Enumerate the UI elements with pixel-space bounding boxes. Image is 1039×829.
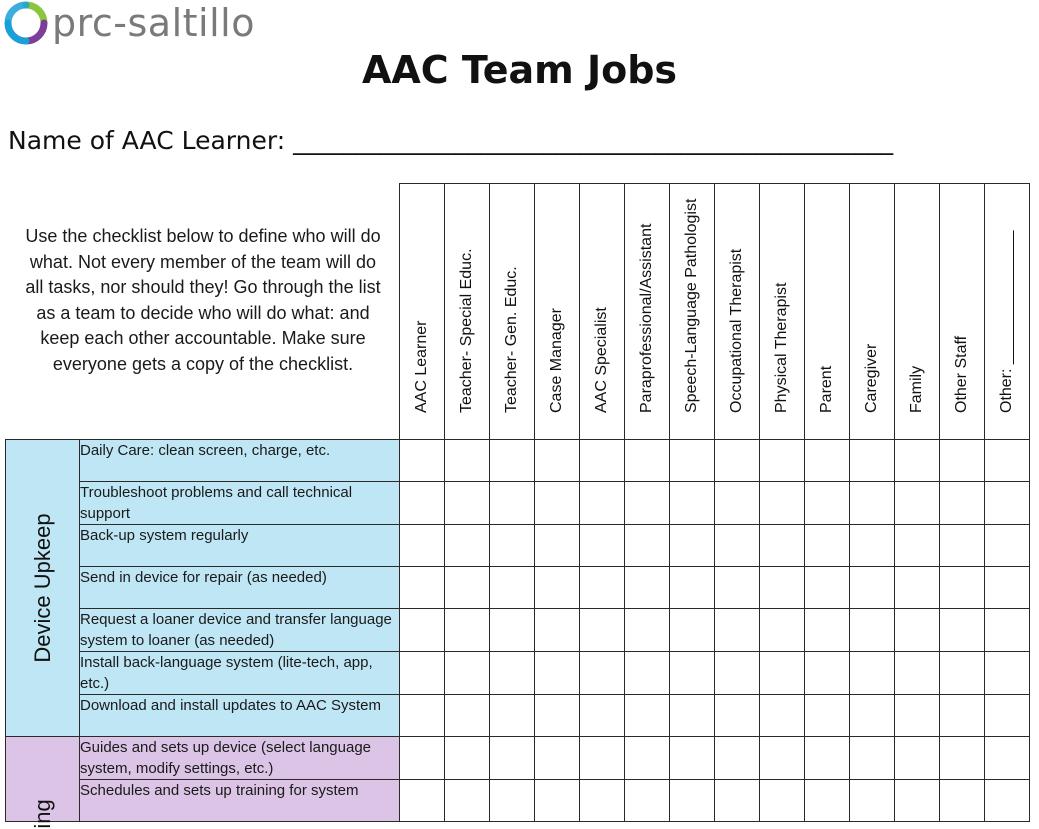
assignment-checkbox[interactable] xyxy=(850,780,895,822)
assignment-checkbox[interactable] xyxy=(400,695,445,737)
task-label: Send in device for repair (as needed) xyxy=(80,567,400,609)
intro-text: Use the checklist below to define who will do what. Not every member of the team will do all tasks, nor should they! Go through the list as a team to decide who will do what: and keep each other accountable. Make sure everyone gets a copy of the checklist. xyxy=(25,226,381,374)
assignment-checkbox[interactable] xyxy=(625,609,670,652)
role-label: AAC Specialist xyxy=(593,307,610,413)
assignment-checkbox[interactable] xyxy=(445,567,490,609)
role-header xyxy=(670,184,715,440)
assignment-checkbox[interactable] xyxy=(445,652,490,695)
assignment-checkbox[interactable] xyxy=(670,567,715,609)
assignment-checkbox[interactable] xyxy=(895,567,940,609)
assignment-checkbox[interactable] xyxy=(400,440,445,482)
assignment-checkbox[interactable] xyxy=(760,609,805,652)
assignment-checkbox[interactable] xyxy=(400,482,445,525)
assignment-checkbox[interactable] xyxy=(985,482,1030,525)
assignment-checkbox[interactable] xyxy=(850,737,895,780)
assignment-checkbox[interactable] xyxy=(760,440,805,482)
learner-name-label: Name of AAC Learner: ________________________________________________ xyxy=(8,126,894,155)
role-header xyxy=(985,184,1030,440)
assignment-checkbox[interactable] xyxy=(670,652,715,695)
role-label: Case Manager xyxy=(548,308,565,413)
table-row xyxy=(6,525,1030,567)
assignment-checkbox[interactable] xyxy=(985,652,1030,695)
task-label: Download and install updates to AAC System xyxy=(80,695,400,737)
assignment-checkbox[interactable] xyxy=(940,780,985,822)
table-row xyxy=(6,609,1030,652)
assignment-checkbox[interactable] xyxy=(850,695,895,737)
assignment-checkbox[interactable] xyxy=(625,525,670,567)
role-header xyxy=(940,184,985,440)
task-label: Back-up system regularly xyxy=(80,525,400,567)
assignment-checkbox[interactable] xyxy=(805,780,850,822)
assignment-checkbox[interactable] xyxy=(895,440,940,482)
assignment-checkbox[interactable] xyxy=(715,652,760,695)
assignment-checkbox[interactable] xyxy=(580,567,625,609)
role-header xyxy=(850,184,895,440)
role-header xyxy=(535,184,580,440)
role-header xyxy=(895,184,940,440)
assignment-checkbox[interactable] xyxy=(445,482,490,525)
category-label: ing xyxy=(29,799,55,829)
assignment-checkbox[interactable] xyxy=(940,525,985,567)
assignment-checkbox[interactable] xyxy=(670,482,715,525)
table-row xyxy=(6,440,1030,482)
assignment-checkbox[interactable] xyxy=(400,525,445,567)
assignment-checkbox[interactable] xyxy=(895,525,940,567)
assignment-checkbox[interactable] xyxy=(535,609,580,652)
role-label: Family xyxy=(908,365,925,413)
role-header xyxy=(445,184,490,440)
assignment-checkbox[interactable] xyxy=(985,695,1030,737)
assignment-checkbox[interactable] xyxy=(715,737,760,780)
assignment-checkbox[interactable] xyxy=(625,652,670,695)
assignment-checkbox[interactable] xyxy=(490,567,535,609)
assignment-checkbox[interactable] xyxy=(715,567,760,609)
assignment-checkbox[interactable] xyxy=(985,737,1030,780)
assignment-checkbox[interactable] xyxy=(625,567,670,609)
table-row xyxy=(6,567,1030,609)
assignment-checkbox[interactable] xyxy=(805,652,850,695)
assignment-checkbox[interactable] xyxy=(490,652,535,695)
assignment-checkbox[interactable] xyxy=(895,737,940,780)
assignment-checkbox[interactable] xyxy=(850,482,895,525)
assignment-checkbox[interactable] xyxy=(760,525,805,567)
category-label: Device Upkeep xyxy=(29,513,55,663)
assignment-checkbox[interactable] xyxy=(670,780,715,822)
assignment-checkbox[interactable] xyxy=(985,567,1030,609)
page-title: AAC Team Jobs xyxy=(361,48,678,92)
assignment-checkbox[interactable] xyxy=(805,695,850,737)
assignment-checkbox[interactable] xyxy=(535,482,580,525)
assignment-checkbox[interactable] xyxy=(715,525,760,567)
table-row xyxy=(6,652,1030,695)
assignment-checkbox[interactable] xyxy=(400,737,445,780)
assignment-checkbox[interactable] xyxy=(490,525,535,567)
table-row xyxy=(6,482,1030,525)
role-label: Caregiver xyxy=(863,343,880,413)
assignment-checkbox[interactable] xyxy=(400,780,445,822)
role-header xyxy=(400,184,445,440)
assignment-checkbox[interactable] xyxy=(580,737,625,780)
role-label: Paraprofessional/Assistant xyxy=(638,223,655,413)
role-header xyxy=(805,184,850,440)
assignment-checkbox[interactable] xyxy=(670,695,715,737)
assignment-checkbox[interactable] xyxy=(580,482,625,525)
assignment-checkbox[interactable] xyxy=(985,780,1030,822)
table-row xyxy=(6,780,1030,822)
assignment-checkbox[interactable] xyxy=(940,567,985,609)
assignment-checkbox[interactable] xyxy=(535,737,580,780)
assignment-checkbox[interactable] xyxy=(760,695,805,737)
assignment-checkbox[interactable] xyxy=(490,780,535,822)
team-jobs-table xyxy=(5,183,1030,829)
assignment-checkbox[interactable] xyxy=(535,652,580,695)
assignment-checkbox[interactable] xyxy=(445,737,490,780)
assignment-checkbox[interactable] xyxy=(445,525,490,567)
role-label: AAC Learner xyxy=(413,320,430,413)
task-label: Request a loaner device and transfer language system to loaner (as needed) xyxy=(80,609,400,652)
assignment-checkbox[interactable] xyxy=(400,567,445,609)
assignment-checkbox[interactable] xyxy=(715,695,760,737)
assignment-checkbox[interactable] xyxy=(760,780,805,822)
assignment-checkbox[interactable] xyxy=(445,780,490,822)
assignment-checkbox[interactable] xyxy=(490,695,535,737)
role-label: Parent xyxy=(818,365,835,413)
assignment-checkbox[interactable] xyxy=(625,482,670,525)
assignment-checkbox[interactable] xyxy=(535,695,580,737)
assignment-checkbox[interactable] xyxy=(985,525,1030,567)
role-header xyxy=(625,184,670,440)
assignment-checkbox[interactable] xyxy=(535,440,580,482)
assignment-checkbox[interactable] xyxy=(850,567,895,609)
assignment-checkbox[interactable] xyxy=(805,440,850,482)
category-cell xyxy=(6,440,80,737)
assignment-checkbox[interactable] xyxy=(940,652,985,695)
assignment-checkbox[interactable] xyxy=(895,652,940,695)
assignment-checkbox[interactable] xyxy=(580,780,625,822)
table-row xyxy=(6,695,1030,737)
role-label: Physical Therapist xyxy=(773,282,790,413)
assignment-checkbox[interactable] xyxy=(670,609,715,652)
assignment-checkbox[interactable] xyxy=(490,609,535,652)
assignment-checkbox[interactable] xyxy=(580,525,625,567)
assignment-checkbox[interactable] xyxy=(985,609,1030,652)
assignment-checkbox[interactable] xyxy=(625,737,670,780)
assignment-checkbox[interactable] xyxy=(535,525,580,567)
assignment-checkbox[interactable] xyxy=(895,695,940,737)
assignment-checkbox[interactable] xyxy=(445,695,490,737)
assignment-checkbox[interactable] xyxy=(850,525,895,567)
assignment-checkbox[interactable] xyxy=(760,737,805,780)
table-corner xyxy=(6,184,400,440)
assignment-checkbox[interactable] xyxy=(940,737,985,780)
assignment-checkbox[interactable] xyxy=(670,737,715,780)
assignment-checkbox[interactable] xyxy=(400,652,445,695)
role-label: Speech-Language Pathologist xyxy=(683,198,700,413)
assignment-checkbox[interactable] xyxy=(805,482,850,525)
assignment-checkbox[interactable] xyxy=(445,609,490,652)
brand-logo xyxy=(4,0,255,46)
prc-saltillo-logo-icon xyxy=(4,1,48,45)
assignment-checkbox[interactable] xyxy=(670,440,715,482)
category-cell xyxy=(6,737,80,829)
assignment-checkbox[interactable] xyxy=(940,609,985,652)
assignment-checkbox[interactable] xyxy=(760,482,805,525)
table-row xyxy=(6,737,1030,780)
assignment-checkbox[interactable] xyxy=(805,525,850,567)
assignment-checkbox[interactable] xyxy=(850,609,895,652)
assignment-checkbox[interactable] xyxy=(895,780,940,822)
assignment-checkbox[interactable] xyxy=(940,695,985,737)
task-label: Daily Care: clean screen, charge, etc. xyxy=(80,440,400,482)
role-label: Teacher- Gen. Educ. xyxy=(503,266,520,413)
assignment-checkbox[interactable] xyxy=(805,609,850,652)
assignment-checkbox[interactable] xyxy=(580,652,625,695)
assignment-checkbox[interactable] xyxy=(580,695,625,737)
assignment-checkbox[interactable] xyxy=(625,780,670,822)
role-header xyxy=(715,184,760,440)
role-header xyxy=(490,184,535,440)
assignment-checkbox[interactable] xyxy=(490,482,535,525)
assignment-checkbox[interactable] xyxy=(445,440,490,482)
task-label: Install back-language system (lite-tech, app, etc.) xyxy=(80,652,400,695)
assignment-checkbox[interactable] xyxy=(850,440,895,482)
assignment-checkbox[interactable] xyxy=(400,609,445,652)
role-label: Teacher- Special Educ. xyxy=(458,248,475,413)
assignment-checkbox[interactable] xyxy=(715,440,760,482)
assignment-checkbox[interactable] xyxy=(625,440,670,482)
assignment-checkbox[interactable] xyxy=(850,652,895,695)
assignment-checkbox[interactable] xyxy=(895,609,940,652)
assignment-checkbox[interactable] xyxy=(760,652,805,695)
assignment-checkbox[interactable] xyxy=(580,609,625,652)
assignment-checkbox[interactable] xyxy=(670,525,715,567)
assignment-checkbox[interactable] xyxy=(895,482,940,525)
role-header xyxy=(580,184,625,440)
assignment-checkbox[interactable] xyxy=(985,440,1030,482)
assignment-checkbox[interactable] xyxy=(805,737,850,780)
assignment-checkbox[interactable] xyxy=(715,609,760,652)
assignment-checkbox[interactable] xyxy=(535,567,580,609)
assignment-checkbox[interactable] xyxy=(805,567,850,609)
assignment-checkbox[interactable] xyxy=(760,567,805,609)
assignment-checkbox[interactable] xyxy=(940,440,985,482)
assignment-checkbox[interactable] xyxy=(625,695,670,737)
assignment-checkbox[interactable] xyxy=(715,780,760,822)
role-label: Other: _______________ xyxy=(998,230,1015,413)
assignment-checkbox[interactable] xyxy=(490,737,535,780)
assignment-checkbox[interactable] xyxy=(535,780,580,822)
assignment-checkbox[interactable] xyxy=(940,482,985,525)
role-label: Other Staff xyxy=(953,335,970,413)
task-label: Guides and sets up device (select language system, modify settings, etc.) xyxy=(80,737,400,780)
assignment-checkbox[interactable] xyxy=(580,440,625,482)
task-label: Schedules and sets up training for system xyxy=(80,780,400,822)
logo-text: prc-saltillo xyxy=(52,1,255,45)
assignment-checkbox[interactable] xyxy=(715,482,760,525)
task-label: Troubleshoot problems and call technical support xyxy=(80,482,400,525)
role-header xyxy=(760,184,805,440)
assignment-checkbox[interactable] xyxy=(490,440,535,482)
role-label: Occupational Therapist xyxy=(728,248,745,413)
